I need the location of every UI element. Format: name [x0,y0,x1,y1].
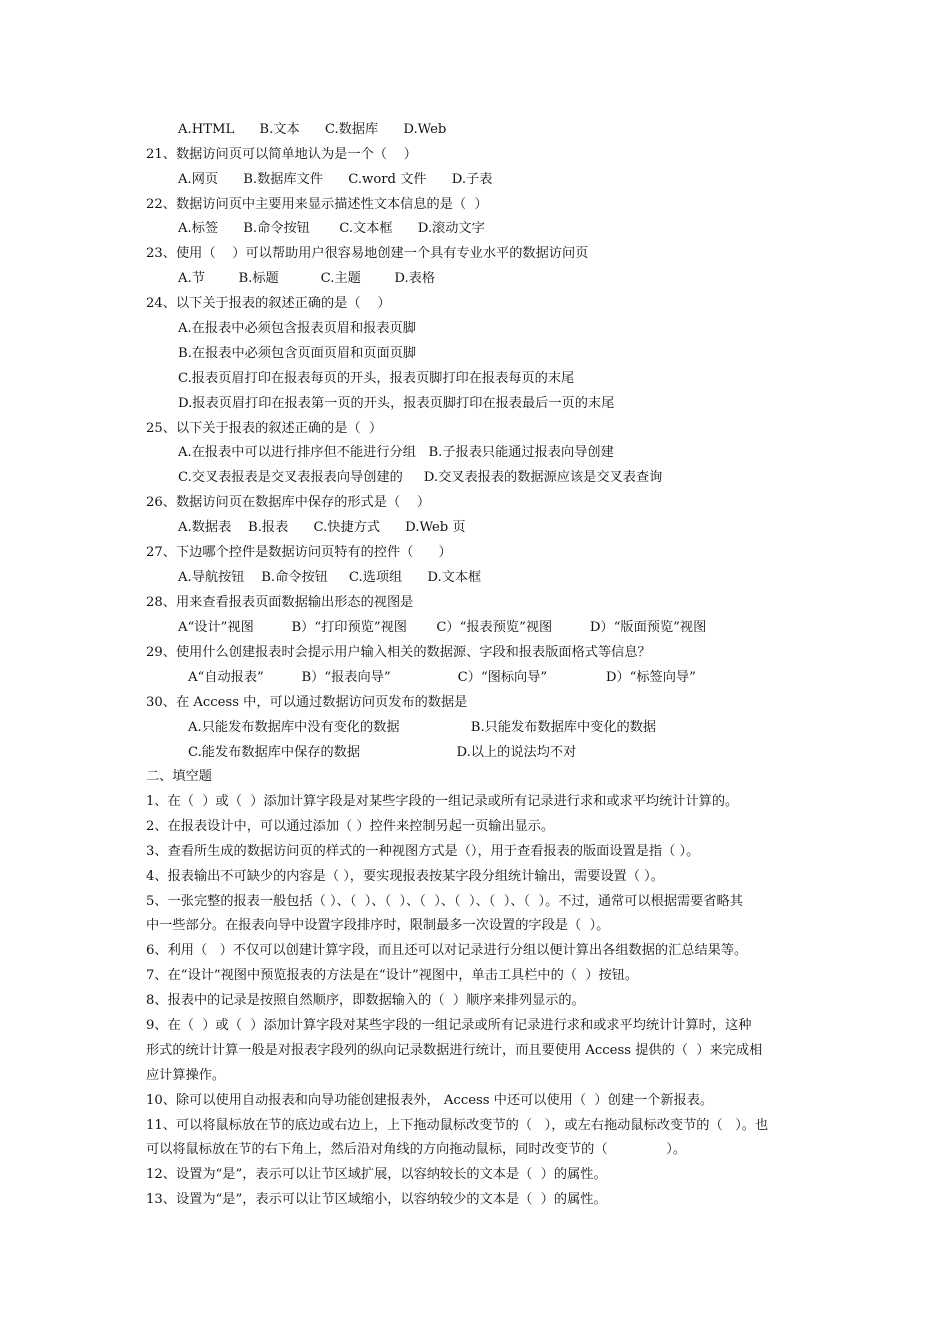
text-line-l02: 21、数据访问页可以简单地认为是一个（ ） [146,147,417,162]
text-line-l08: 24、以下关于报表的叙述正确的是（ ） [146,296,391,311]
text-line-l27: 二、填空题 [146,769,212,784]
text-line-l03: A.网页 B.数据库文件 C.word 文件 D.子表 [178,172,493,187]
text-line-l14: A.在报表中可以进行排序但不能进行分组 B.子报表只能通过报表向导创建 [178,445,614,460]
text-line-l39: 应计算操作。 [146,1068,226,1083]
text-line-l30: 3、查看所生成的数据访问页的样式的一种视图方式是（），用于查看报表的版面设置是指（ ）。 [146,844,700,859]
text-line-l43: 12、设置为“是”，表示可以让节区域扩展，以容纳较长的文本是（ ）的属性。 [146,1167,607,1182]
text-line-l32: 5、一张完整的报表一般包括（ ）、（ ）、（ ）、（ ）、（ ）、（ ）、（ ）。不过，通常可以根据需要省略其 [146,894,743,909]
text-line-l44: 13、设置为“是”，表示可以让节区域缩小，以容纳较少的文本是（ ）的属性。 [146,1192,607,1207]
text-line-l37: 9、在（ ）或（ ）添加计算字段对某些字段的一组记录或所有记录进行求和或求平均统计计算时，这种 [146,1018,752,1033]
text-line-l31: 4、报表输出不可缺少的内容是（ ），要实现报表按某字段分组统计输出，需要设置（ ）。 [146,869,664,884]
text-line-l01: A.HTML B.文本 C.数据库 D.Web [178,122,447,137]
text-line-l23: A“自动报表” B）“报表向导” C）“图标向导” D）“标签向导” [188,670,696,685]
text-line-l16: 26、数据访问页在数据库中保存的形式是（ ） [146,495,431,510]
text-line-l24: 30、在 Access 中，可以通过数据访问页发布的数据是 [146,695,468,710]
text-line-l26: C.能发布数据库中保存的数据 D.以上的说法均不对 [188,745,577,760]
text-line-l29: 2、在报表设计中，可以通过添加（ ）控件来控制另起一页输出显示。 [146,819,555,834]
text-line-l04: 22、数据访问页中主要用来显示描述性文本信息的是（ ） [146,197,488,212]
text-line-l25: A.只能发布数据库中没有变化的数据 B.只能发布数据库中变化的数据 [188,720,657,735]
text-line-l10: B.在报表中必须包含页面页眉和页面页脚 [178,346,417,361]
text-line-l05: A.标签 B.命令按钮 C.文本框 D.滚动文字 [178,221,485,236]
text-line-l17: A.数据表 B.报表 C.快捷方式 D.Web 页 [178,520,466,535]
text-line-l38: 形式的统计计算一般是对报表字段列的纵向记录数据进行统计，而且要使用 Access 提供的（ ）来完成相 [146,1043,763,1058]
text-line-l28: 1、在（ ）或（ ）添加计算字段是对某些字段的一组记录或所有记录进行求和或求平均统计计算的。 [146,794,739,809]
text-line-l41: 11、可以将鼠标放在节的底边或右边上，上下拖动鼠标改变节的（ ），或左右拖动鼠标改变节的（ ）。也 [146,1118,769,1133]
text-line-l22: 29、使用什么创建报表时会提示用户输入相关的数据源、字段和报表版面格式等信息？ [146,645,651,660]
text-line-l06: 23、使用（ ）可以帮助用户很容易地创建一个具有专业水平的数据访问页 [146,246,589,261]
text-line-l13: 25、以下关于报表的叙述正确的是（ ） [146,421,383,436]
text-line-l07: A.节 B.标题 C.主题 D.表格 [178,271,436,286]
text-line-l20: 28、用来查看报表页面数据输出形态的视图是 [146,595,414,610]
text-line-l21: A“设计”视图 B）“打印预览”视图 C）“报表预览”视图 D）“版面预览”视图 [178,620,707,635]
text-line-l15: C.交叉表报表是交叉表报表向导创建的 D.交叉表报表的数据源应该是交叉表查询 [178,470,663,485]
text-line-l33: 中一些部分。在报表向导中设置字段排序时，限制最多一次设置的字段是（ ）。 [146,918,610,933]
text-line-l19: A.导航按钮 B.命令按钮 C.选项组 D.文本框 [178,570,482,585]
text-line-l35: 7、在“设计”视图中预览报表的方法是在“设计”视图中，单击工具栏中的（ ）按钮。 [146,968,639,983]
text-line-l11: C.报表页眉打印在报表每页的开头，报表页脚打印在报表每页的末尾 [178,371,575,386]
text-line-l42: 可以将鼠标放在节的右下角上，然后沿对角线的方向拖动鼠标，同时改变节的（ ）。 [146,1142,687,1157]
text-line-l09: A.在报表中必须包含报表页眉和报表页脚 [178,321,416,336]
text-line-l12: D.报表页眉打印在报表第一页的开头，报表页脚打印在报表最后一页的末尾 [178,396,615,411]
text-line-l36: 8、报表中的记录是按照自然顺序，即数据输入的（ ）顺序来排列显示的。 [146,993,585,1008]
text-line-l40: 10、除可以使用自动报表和向导功能创建报表外， Access 中还可以使用（ ）创建一个新报表。 [146,1093,714,1108]
text-line-l18: 27、下边哪个控件是数据访问页特有的控件（ ） [146,545,452,560]
text-line-l34: 6、利用（ ）不仅可以创建计算字段，而且还可以对记录进行分组以便计算出各组数据的汇总结果等。 [146,943,748,958]
